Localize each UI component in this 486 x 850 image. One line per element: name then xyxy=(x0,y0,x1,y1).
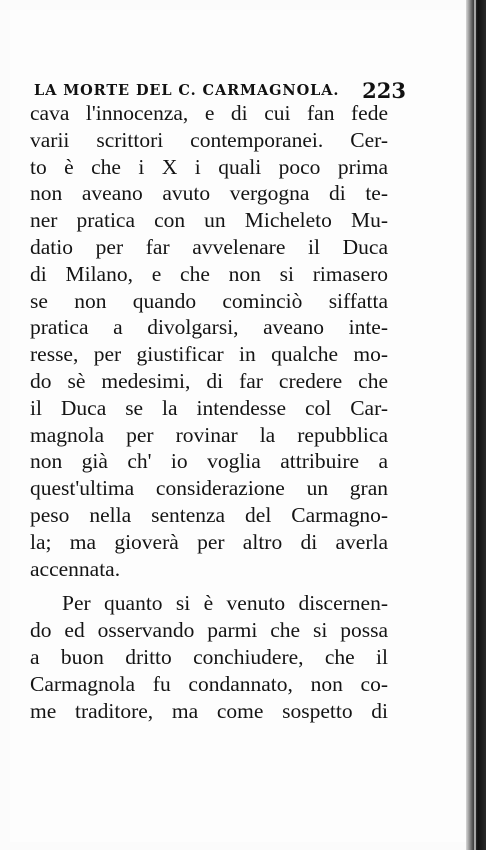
text-line: resse, per giustificar in qualche mo- xyxy=(30,342,388,367)
text-line: non aveano avuto vergogna di te- xyxy=(30,181,388,206)
text-line: a buon dritto conchiudere, che il xyxy=(30,644,388,669)
text-line: cava l'innocenza, e di cui fan fede xyxy=(30,101,388,125)
text-line: pratica a divolgarsi, aveano inte- xyxy=(30,315,388,340)
text-line: do ed osservando parmi che si possa xyxy=(30,618,388,643)
text-line: to è che i X i quali poco prima xyxy=(30,154,388,179)
text-line: Carmagnola fu condannato, non co- xyxy=(30,671,388,696)
text-line: accennata. xyxy=(30,556,121,581)
text-line: Per quanto si è venuto discernen- xyxy=(62,591,388,616)
text-line: di Milano, e che non si rimasero xyxy=(30,261,388,286)
text-line: datio per far avvelenare il Duca xyxy=(30,234,388,259)
text-line: do sè medesimi, di far credere che xyxy=(30,368,388,393)
paragraph-gap xyxy=(30,582,388,590)
text-line: la; ma gioverà per altro di averla xyxy=(30,529,388,554)
scan-edge-shadow xyxy=(466,0,486,850)
scan-edge-highlight xyxy=(474,0,476,850)
text-line: peso nella sentenza del Carmagno- xyxy=(30,502,388,527)
text-line: magnola per rovinar la repubblica xyxy=(30,422,388,447)
text-line: quest'ultima considerazione un gran xyxy=(30,476,388,501)
text-line: ner pratica con un Micheleto Mu- xyxy=(30,208,388,233)
page-header xyxy=(34,80,406,102)
text-line: varii scrittori contemporanei. Cer- xyxy=(30,127,388,152)
text-line: il Duca se la intendesse col Car- xyxy=(30,395,388,420)
page-number: 223 xyxy=(362,78,406,103)
running-title: LA MORTE DEL C. CARMAGNOLA. xyxy=(34,82,340,99)
text-line: me traditore, ma come sospetto di xyxy=(30,698,388,723)
text-line: non già ch' io voglia attribuire a xyxy=(30,449,388,474)
body-text xyxy=(30,100,388,724)
text-line: se non quando cominciò siffatta xyxy=(30,288,388,313)
